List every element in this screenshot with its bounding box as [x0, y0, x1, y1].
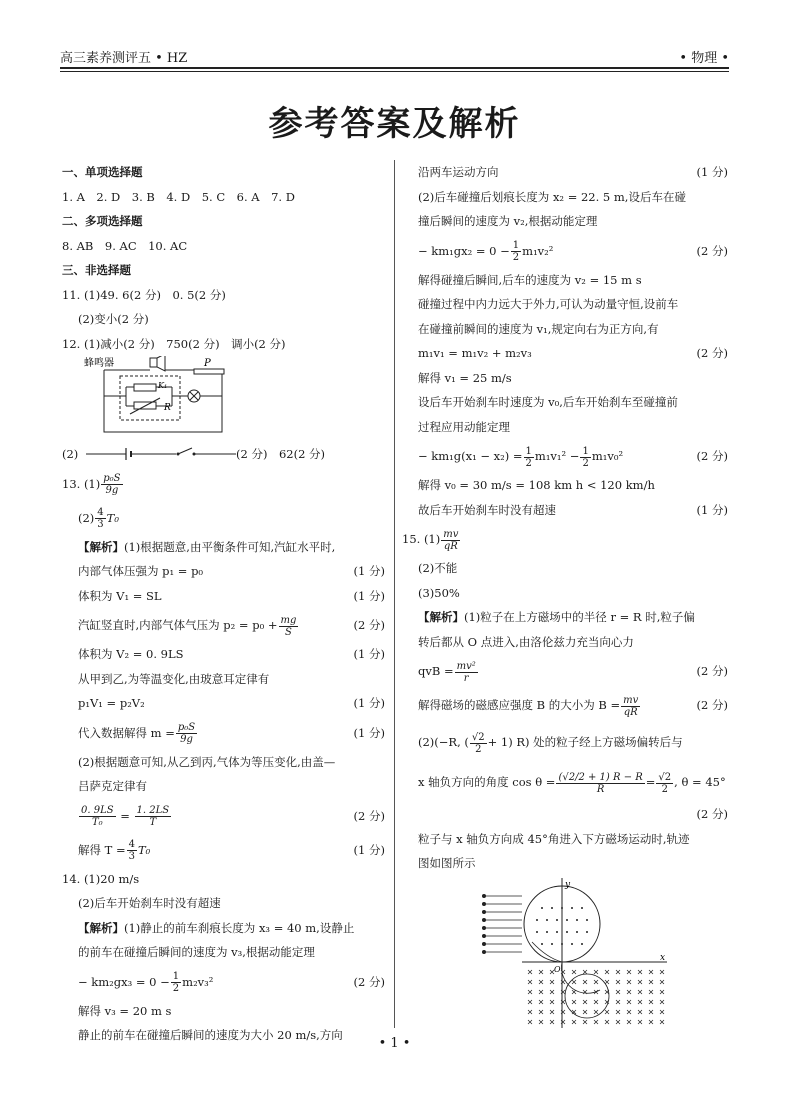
particle-dots — [482, 894, 486, 954]
page-header — [60, 44, 729, 66]
r-line-12: − km₁g(x₁ − x₂) = $\frac{1}{2}$ m₁v₁² − $\frac{1}{2}$ m₁v₀² (2 分) — [418, 445, 728, 469]
q13-part1: 13. (1) $\frac{\text{p₀S}}{9g}$ — [62, 473, 121, 496]
right-column — [402, 160, 730, 1026]
battery-switch-line — [86, 447, 236, 461]
q13-line-11: $\frac{0. 9LS}{\text{T₀}}$ = $\frac{1. 2LS}{T}$ (2 分) — [81, 805, 385, 828]
section-non-choice-heading: 三、非选择题 — [62, 263, 131, 277]
q12-part2 — [62, 442, 387, 467]
circuit-diagram — [62, 356, 387, 442]
single-choice-answers: 1. A 2. D 3. B 4. D 5. C 6. A 7. D — [62, 189, 295, 204]
p-label: P — [204, 358, 211, 369]
r-line-3: 撞后瞬间的速度为 v₂,根据动能定理 — [418, 214, 598, 228]
r-line-10: 设后车开始刹车时速度为 v₀,后车开始刹车至碰撞前 — [418, 395, 678, 409]
header-rule-thin — [60, 71, 729, 72]
q15-part2: (2)不能 — [418, 561, 458, 575]
buzzer-icon — [157, 356, 165, 371]
q15-part3: (3)50% — [418, 585, 460, 600]
column-divider — [394, 160, 395, 1028]
r-line-17: qvB = $\frac{\text{mv²}}{r}$ (2 分) — [418, 660, 728, 684]
header-rule — [60, 67, 729, 69]
q15-analysis-line: 【解析】(1)粒子在上方磁场中的半径 r = R 时,粒子偏 — [418, 610, 695, 624]
r-line-14: 故后车开始刹车时没有超速 (1 分) — [418, 502, 728, 517]
dashed-box — [120, 376, 180, 420]
x-axis-label: x — [660, 952, 666, 963]
r-line-21: (2 分) — [696, 807, 728, 821]
q13-line-2: 内部气体压强为 p₁ = p₀ (1 分) — [78, 564, 385, 578]
q15-part1: 15. (1) $\frac{mv}{qR}$ — [402, 528, 459, 552]
r-line-6: 碰撞过程中内力远大于外力,可认为动量守恒,设前车 — [418, 297, 679, 311]
header-right: • 物理 • — [679, 51, 729, 66]
q12-part2-label: (2) — [62, 447, 79, 461]
q14-line-3: − km₂gx₃ = 0 − $\frac{1}{2}$ m₂v₃² (2 分) — [78, 971, 385, 994]
r-line-1: 沿两车运动方向 (1 分) — [418, 165, 728, 179]
r-line-18: 解得磁场的磁感应强度 B 的大小为 B = $\frac{mv}{qR}$ (2 分) — [418, 694, 728, 718]
header-left: 高三素养测评五 • HZ — [60, 51, 188, 66]
multi-choice-answers: 8. AB 9. AC 10. AC — [62, 238, 188, 253]
q14-part1: 14. (1)20 m/s — [62, 871, 140, 886]
r-line-11: 过程应用动能定理 — [418, 419, 510, 434]
page-title: 参考答案及解析 — [268, 104, 521, 144]
r-line-2: (2)后车碰撞后划痕长度为 x₂ = 22. 5 m,设后车在碰 — [418, 189, 686, 204]
q11-part2: (2)变小(2 分) — [78, 312, 149, 326]
incoming-particles — [482, 896, 522, 952]
q13-line-7: p₁V₁ = p₂V₂ (1 分) — [78, 696, 385, 710]
q13-line-6: 从甲到乙,为等温变化,由玻意耳定律有 — [78, 671, 270, 686]
buzzer-label: 蜂鸣器 — [84, 358, 114, 369]
left-column — [62, 160, 387, 1048]
section-multi-choice-heading: 二、多项选择题 — [62, 214, 143, 228]
q13-line-5: 体积为 V₂ = 0. 9LS (1 分) — [78, 647, 385, 661]
q13-line-12: 解得 T = $\frac{4}{3}$ T₀ (1 分) — [78, 839, 385, 862]
r-line-13: 解得 v₀ = 30 m/s = 108 km h < 120 km/h — [418, 478, 655, 492]
q14-part2: (2)后车开始刹车时没有超速 — [78, 896, 221, 910]
section-single-choice-heading: 一、单项选择题 — [62, 165, 143, 179]
pressure-plate — [194, 369, 224, 374]
k1-label: K₁ — [158, 381, 168, 390]
q13-line-9: (2)根据题意可知,从乙到丙,气体为等压变化,由盖— — [78, 754, 336, 769]
q14-line-5: 静止的前车在碰撞后瞬间的速度为大小 20 m/s,方向 — [78, 1028, 343, 1042]
r-line-5: 解得碰撞后瞬间,后车的速度为 v₂ = 15 m s — [418, 272, 642, 287]
q14-analysis-line: 【解析】(1)静止的前车刹痕长度为 x₃ = 40 m,设静止 — [78, 920, 355, 935]
q13-line-8: 代入数据解得 m = $\frac{\text{p₀S}}{9g}$ (1 分) — [78, 722, 385, 745]
q14-line-4: 解得 v₃ = 20 m s — [78, 1003, 172, 1018]
r-label: R — [164, 403, 171, 413]
page-number: • 1 • — [378, 1036, 411, 1051]
r-line-19: (2)(−R, ( $\frac{√2}{2}$ + 1) R) 处的粒子经上方磁场偏转后与 — [418, 731, 683, 755]
origin-label: O — [554, 964, 561, 974]
q13-line-3: 体积为 V₁ = SL (1 分) — [78, 588, 385, 603]
r-line-16: 转后都从 O 点进入,由洛伦兹力充当向心力 — [418, 634, 634, 649]
r-line-20: x 轴负方向的角度 cos θ = $\frac{(√2/2 + 1) R - R}{R}$ = $\frac{√2}{2}$ , θ = 45° — [418, 771, 726, 795]
lower-trajectory-circle — [565, 974, 609, 1018]
r-line-8: m₁v₁ = m₁v₂ + m₂v₃ (2 分) — [418, 346, 728, 360]
r-line-4: − km₁gx₂ = 0 − $\frac{1}{2}$ m₁v₂² (2 分) — [418, 240, 728, 263]
y-axis-label: y — [565, 879, 571, 890]
q12-part1: 12. (1)减小(2 分) 750(2 分) 调小(2 分) — [62, 336, 286, 351]
q13-analysis-line: 【解析】(1)根据题意,由平衡条件可知,汽缸水平时, — [78, 539, 336, 554]
r-line-22: 粒子与 x 轴负方向成 45°角进入下方磁场运动时,轨迹 — [418, 831, 690, 846]
q11-part1: 11. (1)49. 6(2 分) 0. 5(2 分) — [62, 287, 226, 302]
trajectory-arc-1 — [561, 962, 600, 993]
r-line-7: 在碰撞前瞬间的速度为 v₁,规定向右为正方向,有 — [418, 321, 659, 336]
r-line-23: 图如图所示 — [418, 856, 476, 870]
q12-part2-score: (2 分) 62(2 分) — [236, 447, 326, 461]
trajectory-figure — [402, 876, 730, 1026]
q13-line-10: 吕萨克定律有 — [78, 779, 147, 793]
relay-coil-k1 — [134, 384, 156, 391]
r-line-9: 解得 v₁ = 25 m/s — [418, 370, 512, 385]
q13-line-4: 汽缸竖直时,内部气体气压为 p₂ = p₀ + $\frac{mg}{S}$ (2 分) — [78, 614, 385, 638]
q13-part2: (2) $\frac{4}{3}$ T₀ — [78, 507, 119, 530]
q14-line-2: 的前车在碰撞后瞬间的速度为 v₃,根据动能定理 — [78, 945, 315, 959]
